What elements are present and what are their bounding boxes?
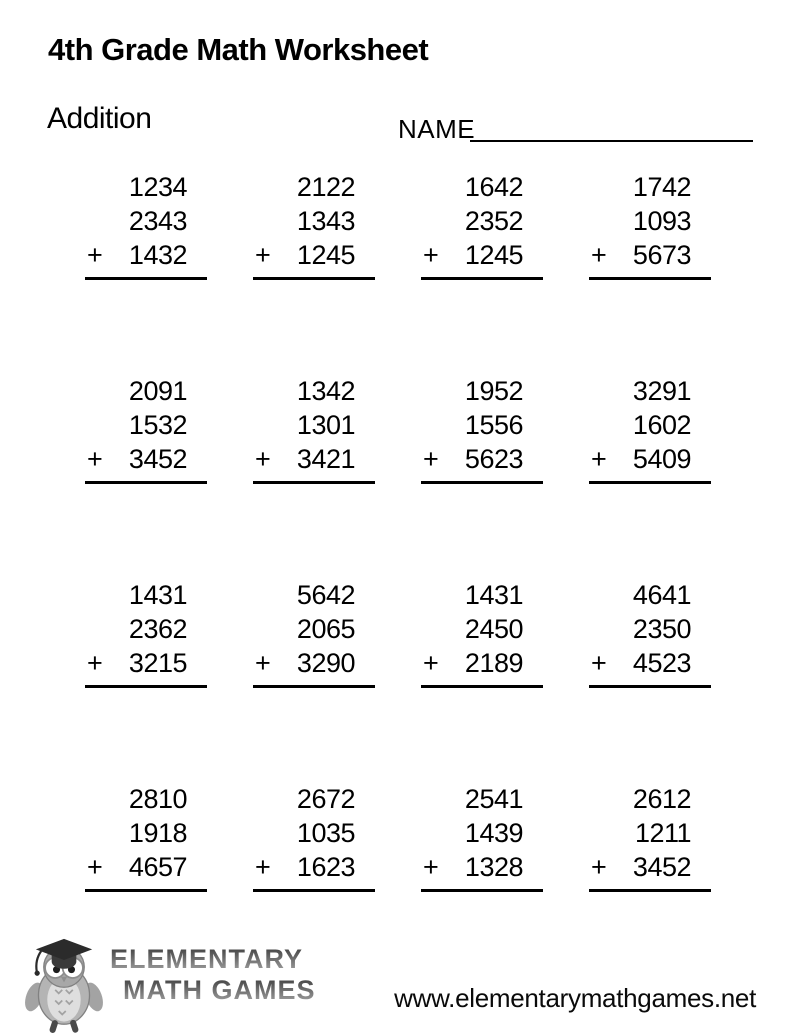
addend-1: 1952 <box>464 376 523 406</box>
sum-underline <box>589 850 711 892</box>
sum-underline <box>85 850 207 892</box>
addition-problem-16 <box>589 782 711 892</box>
plus-sign: + <box>591 240 607 270</box>
addend-2: 2065 <box>296 614 355 644</box>
addend-2: 1211 <box>634 818 691 848</box>
sum-underline <box>253 238 375 280</box>
addend-2: 2450 <box>464 614 523 644</box>
sum-underline <box>253 646 375 688</box>
plus-sign: + <box>423 444 439 474</box>
sum-underline <box>421 646 543 688</box>
addition-problem-11 <box>421 578 543 688</box>
plus-sign: + <box>87 240 103 270</box>
sum-underline <box>85 238 207 280</box>
sum-underline <box>589 646 711 688</box>
addition-problem-14 <box>253 782 375 892</box>
addend-3: 1623 <box>296 852 355 882</box>
addend-1: 1642 <box>464 172 523 202</box>
addend-3: 3452 <box>632 852 691 882</box>
addition-problem-6 <box>253 374 375 484</box>
addend-2: 1532 <box>128 410 187 440</box>
addend-2: 1602 <box>632 410 691 440</box>
addend-3: 5673 <box>632 240 691 270</box>
name-blank-line <box>470 118 753 142</box>
plus-sign: + <box>255 648 271 678</box>
addend-1: 1742 <box>632 172 691 202</box>
plus-sign: + <box>255 852 271 882</box>
sum-underline <box>85 646 207 688</box>
addend-3: 5623 <box>464 444 523 474</box>
addend-3: 4523 <box>632 648 691 678</box>
addend-2: 1301 <box>296 410 355 440</box>
addend-1: 4641 <box>632 580 691 610</box>
plus-sign: + <box>423 852 439 882</box>
addition-problem-4 <box>589 170 711 280</box>
addend-3: 4657 <box>128 852 187 882</box>
addend-1: 2612 <box>632 784 691 814</box>
addend-1: 1431 <box>464 580 523 610</box>
addend-2: 2343 <box>128 206 187 236</box>
plus-sign: + <box>423 240 439 270</box>
addend-3: 3452 <box>128 444 187 474</box>
addend-2: 2352 <box>464 206 523 236</box>
plus-sign: + <box>255 240 271 270</box>
sum-underline <box>589 238 711 280</box>
addend-2: 1093 <box>632 206 691 236</box>
logo-line-2: MATH GAMES <box>123 975 316 1005</box>
addend-3: 1245 <box>296 240 355 270</box>
addition-problem-8 <box>589 374 711 484</box>
addend-1: 2810 <box>128 784 187 814</box>
plus-sign: + <box>591 444 607 474</box>
addition-problem-1 <box>85 170 207 280</box>
sum-underline <box>421 442 543 484</box>
sum-underline <box>589 442 711 484</box>
addend-1: 2122 <box>296 172 355 202</box>
plus-sign: + <box>255 444 271 474</box>
sum-underline <box>421 238 543 280</box>
addend-3: 5409 <box>632 444 691 474</box>
plus-sign: + <box>591 852 607 882</box>
logo-line-1: ELEMENTARY <box>110 944 316 975</box>
addend-1: 2541 <box>464 784 523 814</box>
addend-2: 2350 <box>632 614 691 644</box>
addend-1: 1342 <box>296 376 355 406</box>
addition-problem-3 <box>421 170 543 280</box>
sum-underline <box>253 442 375 484</box>
addition-problem-7 <box>421 374 543 484</box>
addend-2: 1343 <box>296 206 355 236</box>
addend-2: 1439 <box>464 818 523 848</box>
owl-graduate-icon <box>20 936 108 1035</box>
addend-1: 5642 <box>296 580 355 610</box>
section-title: Addition <box>47 102 152 135</box>
addition-problem-2 <box>253 170 375 280</box>
sum-underline <box>85 442 207 484</box>
plus-sign: + <box>423 648 439 678</box>
addend-1: 2091 <box>128 376 187 406</box>
addition-problem-10 <box>253 578 375 688</box>
addend-3: 1432 <box>128 240 187 270</box>
sum-underline <box>253 850 375 892</box>
addend-2: 2362 <box>128 614 187 644</box>
addend-2: 1035 <box>296 818 355 848</box>
problems-grid <box>85 170 711 892</box>
elementary-math-games-logo <box>20 936 316 1035</box>
plus-sign: + <box>591 648 607 678</box>
addend-3: 3290 <box>296 648 355 678</box>
page-title: 4th Grade Math Worksheet <box>48 32 429 67</box>
logo-wordmark <box>110 944 316 1006</box>
addition-problem-5 <box>85 374 207 484</box>
addend-3: 3215 <box>128 648 187 678</box>
addend-1: 2672 <box>296 784 355 814</box>
name-label: NAME <box>398 114 476 144</box>
addition-problem-9 <box>85 578 207 688</box>
website-url: www.elementarymathgames.net <box>394 983 756 1013</box>
addend-3: 2189 <box>464 648 523 678</box>
plus-sign: + <box>87 648 103 678</box>
addend-1: 1234 <box>128 172 187 202</box>
addend-1: 1431 <box>128 580 187 610</box>
addend-3: 1245 <box>464 240 523 270</box>
addend-2: 1556 <box>464 410 523 440</box>
addition-problem-13 <box>85 782 207 892</box>
addition-problem-12 <box>589 578 711 688</box>
addition-problem-15 <box>421 782 543 892</box>
plus-sign: + <box>87 444 103 474</box>
addend-2: 1918 <box>128 818 187 848</box>
addend-3: 1328 <box>464 852 523 882</box>
plus-sign: + <box>87 852 103 882</box>
addend-3: 3421 <box>296 444 355 474</box>
addend-1: 3291 <box>632 376 691 406</box>
sum-underline <box>421 850 543 892</box>
